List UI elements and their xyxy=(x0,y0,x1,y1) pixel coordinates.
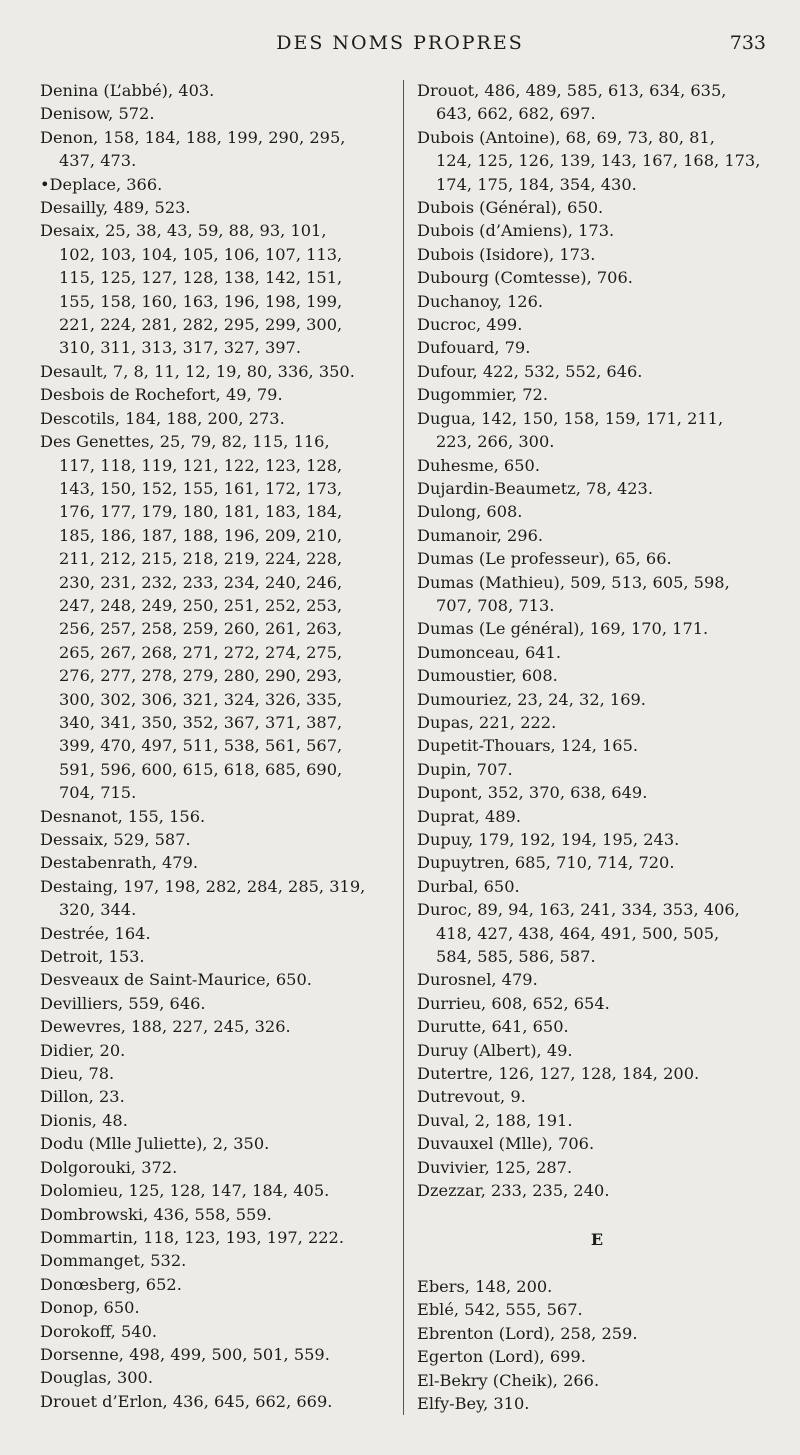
index-column-left xyxy=(40,79,400,1413)
index-entry: Denon, 158, 184, 188, 199, 290, 295, 437, 473. xyxy=(40,127,346,171)
index-entry: Dillon, 23. xyxy=(40,1087,125,1107)
index-entry: Dubois (Antoine), 68, 69, 73, 80, 81, 124, 125, 126, 139, 143, 167, 168, 173, 174, 175, 184, 354, 430. xyxy=(417,127,761,194)
index-entry: Elfy-Bey, 310. xyxy=(417,1393,530,1413)
index-entry: Egerton (Lord), 699. xyxy=(417,1347,586,1367)
index-entry: Des Genettes, 25, 79, 82, 115, 116, 117, 118, 119, 121, 122, 123, 128, 143, 150, 152, 155, 161, 172, 173, 176, 177, 179, 180, 181, 183, 184, 185, 186, 187, 188, 196, 209, 210, 211, 212, 215, 218, 219, 224, 228, 230, 231, 232, 233, 234, 240, 246, 247, 248, 249, 250, 251, 252, 253, 256, 257, 258, 259, 260, 261, 263, 265, 267, 268, 271, 272, 274, 275, 276, 277, 278, 279, 280, 290, 293, 300, 302, 306, 321, 324, 326, 335, 340, 341, 350, 352, 367, 371, 387, 399, 470, 497, 511, 538, 561, 567, 591, 596, 600, 615, 618, 685, 690, 704, 715. xyxy=(40,432,343,803)
index-entry: Duvivier, 125, 287. xyxy=(417,1157,573,1177)
index-entry: Durosnel, 479. xyxy=(417,970,538,990)
index-entry: Duruy (Albert), 49. xyxy=(417,1040,573,1060)
index-entry: Dewevres, 188, 227, 245, 326. xyxy=(40,1017,291,1037)
index-entry: Destaing, 197, 198, 282, 284, 285, 319, 320, 344. xyxy=(40,876,366,920)
index-entry: Dorsenne, 498, 499, 500, 501, 559. xyxy=(40,1344,330,1364)
index-entry: El-Bekry (Cheik), 266. xyxy=(417,1370,600,1390)
index-entry: Desault, 7, 8, 11, 12, 19, 80, 336, 350. xyxy=(40,361,355,381)
index-entry: Dubois (d’Amiens), 173. xyxy=(417,221,615,241)
index-entry: Dionis, 48. xyxy=(40,1110,128,1130)
index-entry: Dulong, 608. xyxy=(417,502,523,522)
index-entry: Dupin, 707. xyxy=(417,759,513,779)
index-entry: Dutertre, 126, 127, 128, 184, 200. xyxy=(417,1064,700,1084)
index-entry: Drouet d’Erlon, 436, 645, 662, 669. xyxy=(40,1391,333,1411)
column-divider xyxy=(403,80,404,1415)
index-entry: Dumoustier, 608. xyxy=(417,666,558,686)
index-entry: Dumas (Mathieu), 509, 513, 605, 598, 707, 708, 713. xyxy=(417,572,730,615)
index-entry: Dommanget, 532. xyxy=(40,1251,187,1271)
index-entry: Dzezzar, 233, 235, 240. xyxy=(417,1181,610,1201)
index-entry: Dorokoff, 540. xyxy=(40,1321,158,1341)
running-title: DES NOMS PROPRES xyxy=(276,32,524,54)
index-entry: Dupetit-Thouars, 124, 165. xyxy=(417,736,639,756)
index-entry: Dubourg (Comtesse), 706. xyxy=(417,268,633,288)
index-entry: Desveaux de Saint-Maurice, 650. xyxy=(40,970,312,990)
section-letter-e: E xyxy=(590,1229,604,1249)
index-entry: Dolomieu, 125, 128, 147, 184, 405. xyxy=(40,1181,330,1201)
page-number: 733 xyxy=(729,32,766,54)
index-entry: Denisow, 572. xyxy=(40,104,155,124)
index-entry: Durbal, 650. xyxy=(417,876,520,896)
index-entry: Detroit, 153. xyxy=(40,947,145,967)
index-section-e xyxy=(417,1275,777,1415)
index-entry: Dommartin, 118, 123, 193, 197, 222. xyxy=(40,1227,345,1247)
index-entry: Dumonceau, 641. xyxy=(417,642,561,662)
index-entry: Dupas, 221, 222. xyxy=(417,712,557,732)
index-entry: Devilliers, 559, 646. xyxy=(40,993,206,1013)
index-entry: Duval, 2, 188, 191. xyxy=(417,1110,573,1130)
index-entry: Duprat, 489. xyxy=(417,806,521,826)
index-entry: Dolgorouki, 372. xyxy=(40,1157,178,1177)
index-entry: Dieu, 78. xyxy=(40,1064,115,1084)
index-entry: Duchanoy, 126. xyxy=(417,291,544,311)
index-entry: Destrée, 164. xyxy=(40,923,151,943)
index-entry: Eblé, 542, 555, 567. xyxy=(417,1300,583,1320)
index-entry: Dupuy, 179, 192, 194, 195, 243. xyxy=(417,830,680,849)
index-entry: Ebers, 148, 200. xyxy=(417,1276,553,1296)
index-entry: Donœsberg, 652. xyxy=(40,1274,182,1294)
index-entry: Desbois de Rochefort, 49, 79. xyxy=(40,385,283,405)
index-entry: Dutrevout, 9. xyxy=(417,1087,526,1107)
index-entry: Duvauxel (Mlle), 706. xyxy=(417,1134,595,1154)
index-entry: Dumanoir, 296. xyxy=(417,525,544,545)
index-entry: Dombrowski, 436, 558, 559. xyxy=(40,1204,272,1224)
index-entry: Drouot, 486, 489, 585, 613, 634, 635, 643, 662, 682, 697. xyxy=(417,81,727,124)
index-entry: Desnanot, 155, 156. xyxy=(40,806,206,826)
index-entry: Duroc, 89, 94, 163, 241, 334, 353, 406, 418, 427, 438, 464, 491, 500, 505, 584, 585, 586, 587. xyxy=(417,900,740,967)
index-entry: Durrieu, 608, 652, 654. xyxy=(417,993,610,1013)
index-entry: Denina (L’abbé), 403. xyxy=(40,81,215,100)
index-entry: Dubois (Général), 650. xyxy=(417,198,604,218)
index-column-right xyxy=(417,79,777,1415)
index-entry: Dumas (Le général), 169, 170, 171. xyxy=(417,619,709,639)
index-entry: Descotils, 184, 188, 200, 273. xyxy=(40,408,285,428)
index-entry: Duhesme, 650. xyxy=(417,455,540,475)
page-header xyxy=(0,30,800,62)
index-entry: Didier, 20. xyxy=(40,1040,126,1060)
index-entry: Dumouriez, 23, 24, 32, 169. xyxy=(417,689,646,709)
index-entry: Ducroc, 499. xyxy=(417,315,523,335)
index-entry: Dugua, 142, 150, 158, 159, 171, 211, 223, 266, 300. xyxy=(417,408,724,452)
index-entry: Dupuytren, 685, 710, 714, 720. xyxy=(417,853,675,873)
index-entry: Desaix, 25, 38, 43, 59, 88, 93, 101, 102, 103, 104, 105, 106, 107, 113, 115, 125, 127, 128, 138, 142, 151, 155, 158, 160, 163, 196, 198, 199, 221, 224, 281, 282, 295, 299, 300, 310, 311, 313, 317, 327, 397. xyxy=(40,221,343,358)
index-entry: Ebrenton (Lord), 258, 259. xyxy=(417,1323,638,1343)
index-entry: Dugommier, 72. xyxy=(417,385,548,405)
index-entry: Dessaix, 529, 587. xyxy=(40,830,191,849)
index-entry: Dodu (Mlle Juliette), 2, 350. xyxy=(40,1134,270,1154)
index-entry: Dujardin-Beaumetz, 78, 423. xyxy=(417,478,653,498)
index-entry: Dufour, 422, 532, 552, 646. xyxy=(417,361,643,381)
index-entry: Desailly, 489, 523. xyxy=(40,198,191,218)
index-entry: Destabenrath, 479. xyxy=(40,853,199,873)
index-entry: Dubois (Isidore), 173. xyxy=(417,244,596,264)
index-entry: •Deplace, 366. xyxy=(40,174,163,194)
index-entry: Donop, 650. xyxy=(40,1298,140,1318)
index-entry: Durutte, 641, 650. xyxy=(417,1017,569,1037)
index-entry: Douglas, 300. xyxy=(40,1368,153,1388)
index-entry: Dufouard, 79. xyxy=(417,338,531,358)
index-section-d-continued xyxy=(417,79,777,1203)
index-entry: Dupont, 352, 370, 638, 649. xyxy=(417,783,648,803)
index-entry: Dumas (Le professeur), 65, 66. xyxy=(417,549,672,569)
